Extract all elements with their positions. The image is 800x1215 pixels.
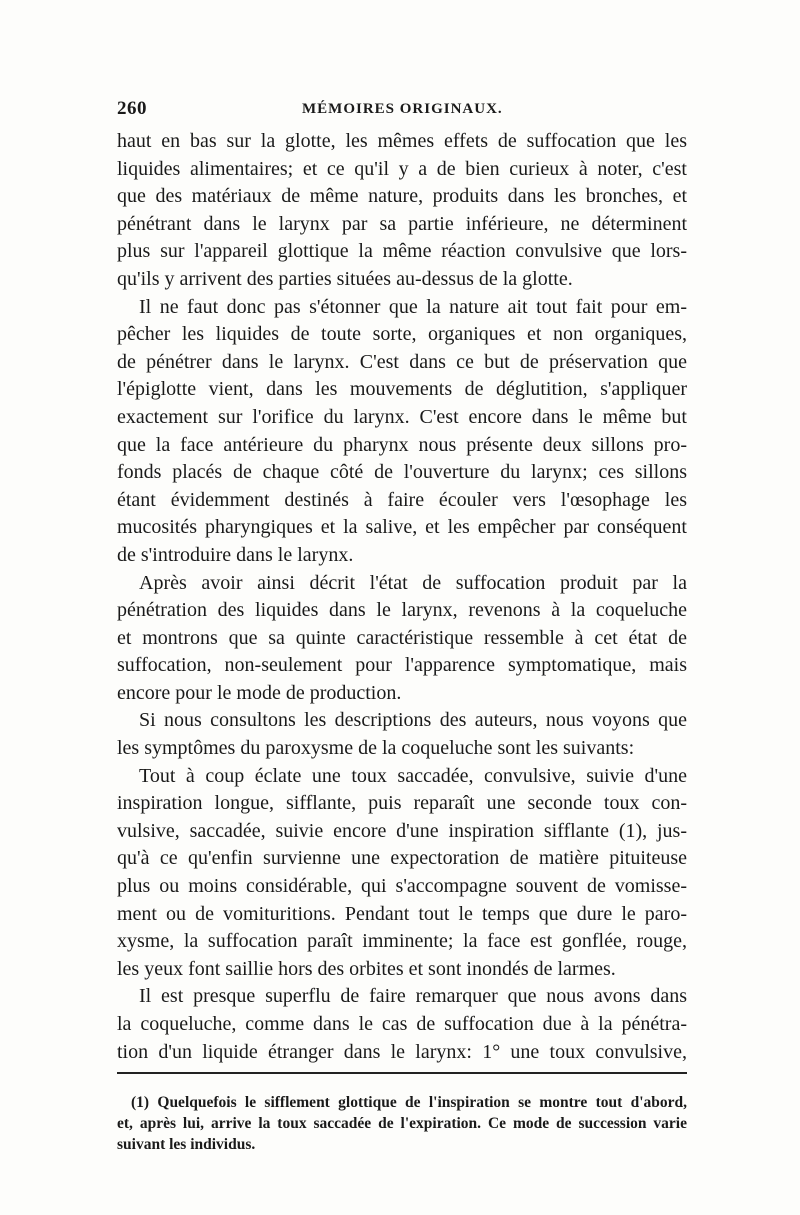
page-header — [117, 98, 687, 124]
text-line: ment ou de vomituritions. Pendant tout le temps que dure le paro- — [117, 902, 687, 925]
running-head: MÉMOIRES ORIGINAUX. — [302, 101, 503, 117]
footnote-line: et, après lui, arrive la toux saccadée de l'expiration. Ce mode de succession varie — [117, 1115, 687, 1132]
page-number: 260 — [117, 98, 147, 119]
text-line: de pénétrer dans le larynx. C'est dans ce but de préservation que — [117, 350, 687, 373]
text-line: suffocation, non-seulement pour l'apparence symptomatique, mais — [117, 654, 687, 677]
text-line: les yeux font saillie hors des orbites et sont inondés de larmes. — [117, 957, 616, 980]
text-line: exactement sur l'orifice du larynx. C'est encore dans le même but — [117, 405, 687, 428]
text-line: plus ou moins considérable, qui s'accompagne souvent de vomisse- — [117, 875, 687, 898]
text-line: de s'introduire dans le larynx. — [117, 543, 354, 566]
text-line: que la face antérieure du pharynx nous présente deux sillons pro- — [117, 433, 687, 456]
text-line: pénétrant dans le larynx par sa partie inférieure, ne déterminent — [117, 212, 687, 235]
text-line: l'épiglotte vient, dans les mouvements de déglutition, s'appliquer — [117, 378, 687, 401]
text-line: haut en bas sur la glotte, les mêmes effets de suffocation que les — [117, 130, 687, 152]
text-line: qu'à ce qu'enfin survienne une expectoration de matière pituiteuse — [117, 847, 687, 870]
text-line: les symptômes du paroxysme de la coqueluche sont les suivants: — [117, 737, 635, 760]
text-line: Tout à coup éclate une toux saccadée, convulsive, suivie d'une — [139, 764, 687, 787]
text-line: inspiration longue, sifflante, puis reparaît une seconde toux con- — [117, 792, 687, 815]
text-line: mucosités pharyngiques et la salive, et les empêcher par conséquent — [117, 516, 687, 539]
text-line: plus sur l'appareil glottique la même réaction convulsive que lors- — [117, 240, 687, 263]
text-line: Il ne faut donc pas s'étonner que la nature ait tout fait pour em- — [139, 295, 687, 318]
text-line: vulsive, saccadée, suivie encore d'une inspiration sifflante (1), jus- — [117, 819, 687, 842]
text-line: qu'ils y arrivent des parties situées au-dessus de la glotte. — [117, 267, 573, 290]
body-text — [117, 128, 687, 1066]
text-line: Après avoir ainsi décrit l'état de suffocation produit par la — [139, 571, 687, 594]
text-line: pêcher les liquides de toute sorte, organiques et non organiques, — [117, 323, 687, 346]
footnotes — [117, 1092, 687, 1155]
text-line: xysme, la suffocation paraît imminente; la face est gonflée, rouge, — [117, 930, 687, 953]
text-line: liquides alimentaires; et ce qu'il y a de bien curieux à noter, c'est — [117, 157, 687, 180]
footnote-rule — [117, 1072, 687, 1074]
text-line: pénétration des liquides dans le larynx, revenons à la coqueluche — [117, 599, 687, 622]
text-line: la coqueluche, comme dans le cas de suffocation due à la pénétra- — [117, 1013, 687, 1035]
text-line: Il est presque superflu de faire remarquer que nous avons dans — [139, 985, 687, 1008]
footnote-line: suivant les individus. — [117, 1136, 256, 1153]
text-line: Si nous consultons les descriptions des auteurs, nous voyons que — [139, 709, 687, 732]
text-line: que des matériaux de même nature, produits dans les bronches, et — [117, 185, 687, 208]
text-line: fonds placés de chaque côté de l'ouverture du larynx; ces sillons — [117, 461, 687, 484]
text-line: tion d'un liquide étranger dans le larynx: 1° une toux convulsive, — [117, 1040, 687, 1063]
text-line: étant évidemment destinés à faire écouler vers l'œsophage les — [117, 488, 687, 511]
text-line: encore pour le mode de production. — [117, 681, 402, 704]
footnote-line: (1) Quelquefois le sifflement glottique de l'inspiration se montre tout d'abord, — [131, 1094, 687, 1111]
text-line: et montrons que sa quinte caractéristique ressemble à cet état de — [117, 626, 687, 649]
